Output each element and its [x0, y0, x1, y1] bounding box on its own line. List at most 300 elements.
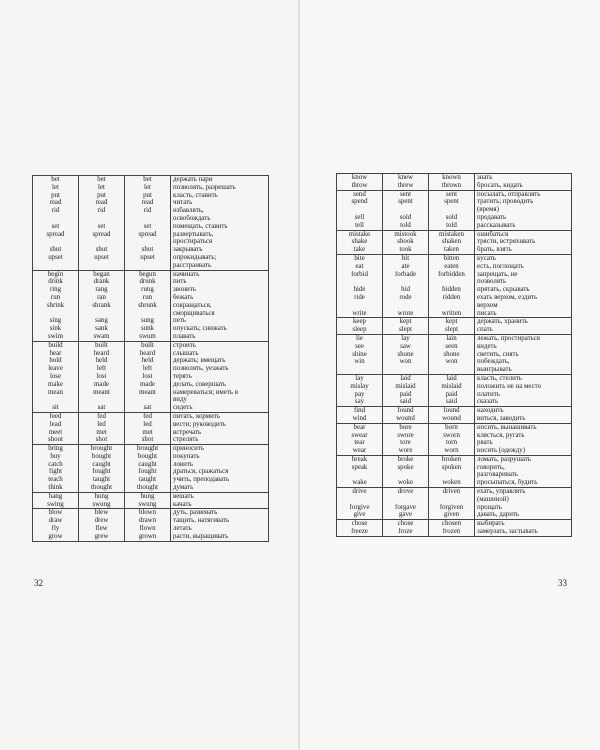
table-row: [337, 222, 572, 230]
translation-cell: писать: [475, 310, 572, 318]
verb-group: [33, 176, 269, 271]
translation-cell: есть, поглощать: [475, 263, 572, 271]
infinitive-cell: [33, 238, 79, 246]
translation-cell: выигрывать: [475, 366, 572, 374]
infinitive-cell: spread: [33, 231, 79, 239]
translation-cell: делать, совершать: [171, 381, 269, 389]
translation-cell: давать, дарить: [475, 511, 572, 519]
past-participle-cell: [429, 471, 475, 479]
past-simple-cell: wore: [383, 447, 429, 455]
translation-cell: избавлять,: [171, 207, 269, 215]
table-row: [337, 318, 572, 326]
past-simple-cell: kept: [383, 318, 429, 326]
translation-cell: держать пари: [171, 176, 269, 184]
verb-group: [33, 509, 269, 541]
past-participle-cell: mislaid: [429, 383, 475, 391]
table-row: [33, 270, 269, 278]
table-row: [33, 176, 269, 184]
table-row: [33, 215, 269, 223]
verb-table-left: [32, 175, 269, 542]
infinitive-cell: build: [33, 341, 79, 349]
infinitive-cell: let: [33, 184, 79, 192]
table-row: [337, 528, 572, 536]
table-row: [33, 325, 269, 333]
past-participle-cell: given: [429, 511, 475, 519]
infinitive-cell: swim: [33, 333, 79, 341]
past-simple-cell: paid: [383, 391, 429, 399]
past-participle-cell: eaten: [429, 263, 475, 271]
table-row: [33, 294, 269, 302]
translation-cell: качать: [171, 501, 269, 509]
past-participle-cell: [429, 278, 475, 286]
past-simple-cell: drank: [79, 278, 125, 286]
past-participle-cell: mistaken: [429, 230, 475, 238]
translation-cell: петь: [171, 317, 269, 325]
table-row: [337, 206, 572, 214]
past-participle-cell: [125, 310, 171, 318]
infinitive-cell: mean: [33, 389, 79, 397]
past-simple-cell: forbade: [383, 271, 429, 279]
translation-cell: развертывать,: [171, 231, 269, 239]
table-row: [33, 381, 269, 389]
past-simple-cell: read: [79, 199, 125, 207]
past-simple-cell: froze: [383, 528, 429, 536]
past-simple-cell: set: [79, 223, 125, 231]
past-participle-cell: set: [125, 223, 171, 231]
past-simple-cell: forgave: [383, 504, 429, 512]
table-row: [337, 358, 572, 366]
past-participle-cell: begun: [125, 270, 171, 278]
table-row: [33, 238, 269, 246]
past-simple-cell: bit: [383, 254, 429, 262]
infinitive-cell: write: [337, 310, 383, 318]
translation-cell: вешать: [171, 492, 269, 500]
past-participle-cell: forbidden: [429, 271, 475, 279]
translation-cell: помещать, ставить: [171, 223, 269, 231]
past-participle-cell: ridden: [429, 294, 475, 302]
past-participle-cell: shaken: [429, 238, 475, 246]
past-simple-cell: sat: [79, 404, 125, 412]
past-participle-cell: taught: [125, 476, 171, 484]
past-participle-cell: bought: [125, 453, 171, 461]
past-participle-cell: upset: [125, 254, 171, 262]
infinitive-cell: say: [337, 398, 383, 406]
table-row: [33, 476, 269, 484]
past-simple-cell: [383, 471, 429, 479]
infinitive-cell: forbid: [337, 271, 383, 279]
past-simple-cell: broke: [383, 455, 429, 463]
table-row: [337, 447, 572, 455]
past-participle-cell: [125, 262, 171, 270]
translation-cell: сморщиваться: [171, 310, 269, 318]
translation-cell: прятать, скрывать: [475, 286, 572, 294]
verb-group: [337, 374, 572, 406]
translation-cell: позволять, уезжать: [171, 365, 269, 373]
translation-cell: намереваться; иметь в: [171, 389, 269, 397]
table-row: [337, 310, 572, 318]
translation-cell: выбирать: [475, 520, 572, 528]
infinitive-cell: run: [33, 294, 79, 302]
past-participle-cell: sworn: [429, 432, 475, 440]
table-row: [33, 207, 269, 215]
infinitive-cell: make: [33, 381, 79, 389]
translation-cell: носить, вынашивать: [475, 423, 572, 431]
infinitive-cell: [337, 496, 383, 504]
past-simple-cell: took: [383, 246, 429, 254]
infinitive-cell: sink: [33, 325, 79, 333]
translation-cell: светить, сиять: [475, 351, 572, 359]
past-simple-cell: caught: [79, 461, 125, 469]
infinitive-cell: grow: [33, 533, 79, 541]
translation-cell: запрещать, не: [475, 271, 572, 279]
infinitive-cell: hide: [337, 286, 383, 294]
past-simple-cell: ate: [383, 263, 429, 271]
past-participle-cell: meant: [125, 389, 171, 397]
table-row: [33, 492, 269, 500]
past-participle-cell: let: [125, 184, 171, 192]
table-row: [33, 184, 269, 192]
translation-cell: виду: [171, 396, 269, 404]
infinitive-cell: swear: [337, 432, 383, 440]
translation-cell: приносить: [171, 445, 269, 453]
past-participle-cell: [429, 496, 475, 504]
past-participle-cell: torn: [429, 439, 475, 447]
past-simple-cell: shrank: [79, 302, 125, 310]
past-participle-cell: caught: [125, 461, 171, 469]
table-row: [33, 341, 269, 349]
past-simple-cell: said: [383, 398, 429, 406]
past-simple-cell: let: [79, 184, 125, 192]
past-simple-cell: tore: [383, 439, 429, 447]
past-participle-cell: drawn: [125, 517, 171, 525]
past-simple-cell: wound: [383, 415, 429, 423]
table-row: [337, 174, 572, 182]
translation-cell: терять: [171, 373, 269, 381]
past-simple-cell: [383, 366, 429, 374]
infinitive-cell: shoot: [33, 436, 79, 444]
past-participle-cell: laid: [429, 374, 475, 382]
past-simple-cell: fought: [79, 468, 125, 476]
table-row: [33, 365, 269, 373]
translation-cell: продавать: [475, 214, 572, 222]
infinitive-cell: swing: [33, 501, 79, 509]
translation-cell: сказать: [475, 398, 572, 406]
past-participle-cell: lost: [125, 373, 171, 381]
past-simple-cell: taught: [79, 476, 125, 484]
table-row: [337, 496, 572, 504]
infinitive-cell: lose: [33, 373, 79, 381]
infinitive-cell: buy: [33, 453, 79, 461]
table-row: [337, 464, 572, 472]
table-row: [337, 246, 572, 254]
past-participle-cell: taken: [429, 246, 475, 254]
infinitive-cell: [33, 310, 79, 318]
past-simple-cell: sank: [79, 325, 125, 333]
table-row: [33, 246, 269, 254]
translation-cell: бежать: [171, 294, 269, 302]
infinitive-cell: give: [337, 511, 383, 519]
infinitive-cell: leave: [33, 365, 79, 373]
translation-cell: кусать: [475, 254, 572, 262]
verb-group: [337, 407, 572, 424]
past-simple-cell: began: [79, 270, 125, 278]
past-simple-cell: shot: [79, 436, 125, 444]
infinitive-cell: hear: [33, 350, 79, 358]
infinitive-cell: eat: [337, 263, 383, 271]
past-participle-cell: paid: [429, 391, 475, 399]
past-simple-cell: held: [79, 357, 125, 365]
past-simple-cell: spoke: [383, 464, 429, 472]
past-participle-cell: chosen: [429, 520, 475, 528]
past-participle-cell: run: [125, 294, 171, 302]
infinitive-cell: win: [337, 358, 383, 366]
table-row: [33, 199, 269, 207]
infinitive-cell: tell: [337, 222, 383, 230]
infinitive-cell: draw: [33, 517, 79, 525]
past-simple-cell: blew: [79, 509, 125, 517]
past-simple-cell: sold: [383, 214, 429, 222]
past-participle-cell: broken: [429, 455, 475, 463]
translation-cell: трясти, встряхивать: [475, 238, 572, 246]
past-participle-cell: written: [429, 310, 475, 318]
translation-cell: пить: [171, 278, 269, 286]
translation-cell: летать: [171, 525, 269, 533]
past-simple-cell: rang: [79, 286, 125, 294]
past-simple-cell: woke: [383, 479, 429, 487]
past-participle-cell: held: [125, 357, 171, 365]
past-participle-cell: found: [429, 407, 475, 415]
past-participle-cell: sung: [125, 317, 171, 325]
past-participle-cell: put: [125, 192, 171, 200]
past-participle-cell: worn: [429, 447, 475, 455]
past-participle-cell: brought: [125, 445, 171, 453]
past-participle-cell: shrunk: [125, 302, 171, 310]
translation-cell: сидеть: [171, 404, 269, 412]
infinitive-cell: set: [33, 223, 79, 231]
past-participle-cell: born: [429, 423, 475, 431]
verb-table-right: [336, 173, 572, 537]
translation-cell: ехать верхом, ездить: [475, 294, 572, 302]
past-simple-cell: [383, 206, 429, 214]
past-simple-cell: shook: [383, 238, 429, 246]
infinitive-cell: know: [337, 174, 383, 182]
past-simple-cell: laid: [383, 374, 429, 382]
table-row: [337, 326, 572, 334]
past-simple-cell: bet: [79, 176, 125, 184]
infinitive-cell: bet: [33, 176, 79, 184]
past-simple-cell: led: [79, 421, 125, 429]
translation-cell: виться, заводить: [475, 415, 572, 423]
table-row: [337, 432, 572, 440]
past-participle-cell: blown: [125, 509, 171, 517]
translation-cell: позволять: [475, 278, 572, 286]
infinitive-cell: mislay: [337, 383, 383, 391]
past-participle-cell: sent: [429, 190, 475, 198]
translation-cell: говорить,: [475, 464, 572, 472]
infinitive-cell: freeze: [337, 528, 383, 536]
past-simple-cell: brought: [79, 445, 125, 453]
past-participle-cell: forgiven: [429, 504, 475, 512]
infinitive-cell: bring: [33, 445, 79, 453]
past-simple-cell: sent: [383, 190, 429, 198]
past-simple-cell: flew: [79, 525, 125, 533]
translation-cell: плавать: [171, 333, 269, 341]
past-simple-cell: threw: [383, 182, 429, 190]
infinitive-cell: upset: [33, 254, 79, 262]
translation-cell: держать; вмещать: [171, 357, 269, 365]
past-participle-cell: flown: [125, 525, 171, 533]
translation-cell: тратить; проводить: [475, 198, 572, 206]
past-participle-cell: left: [125, 365, 171, 373]
translation-cell: ломать, разрушать: [475, 455, 572, 463]
translation-cell: положить не на место: [475, 383, 572, 391]
infinitive-cell: shine: [337, 351, 383, 359]
past-participle-cell: woken: [429, 479, 475, 487]
past-participle-cell: sat: [125, 404, 171, 412]
table-row: [337, 294, 572, 302]
table-row: [33, 436, 269, 444]
infinitive-cell: rid: [33, 207, 79, 215]
table-row: [337, 439, 572, 447]
table-row: [33, 192, 269, 200]
table-row: [33, 509, 269, 517]
verb-group: [33, 341, 269, 412]
infinitive-cell: [33, 262, 79, 270]
infinitive-cell: ring: [33, 286, 79, 294]
page-number-right: 33: [558, 578, 567, 588]
infinitive-cell: shut: [33, 246, 79, 254]
translation-cell: находить: [475, 407, 572, 415]
table-row: [337, 198, 572, 206]
table-row: [33, 357, 269, 365]
infinitive-cell: lead: [33, 421, 79, 429]
table-row: [33, 350, 269, 358]
translation-cell: ехать, управлять: [475, 488, 572, 496]
infinitive-cell: read: [33, 199, 79, 207]
translation-cell: платить: [475, 391, 572, 399]
table-row: [337, 366, 572, 374]
infinitive-cell: lay: [337, 374, 383, 382]
past-participle-cell: won: [429, 358, 475, 366]
infinitive-cell: teach: [33, 476, 79, 484]
past-participle-cell: sold: [429, 214, 475, 222]
table-row: [33, 468, 269, 476]
infinitive-cell: mistake: [337, 230, 383, 238]
infinitive-cell: feed: [33, 412, 79, 420]
past-participle-cell: led: [125, 421, 171, 429]
infinitive-cell: break: [337, 455, 383, 463]
verb-group: [33, 445, 269, 493]
table-row: [337, 351, 572, 359]
table-row: [33, 404, 269, 412]
infinitive-cell: [337, 302, 383, 310]
past-simple-cell: lay: [383, 334, 429, 342]
table-row: [337, 343, 572, 351]
translation-cell: (время): [475, 206, 572, 214]
translation-cell: учить, преподавать: [171, 476, 269, 484]
verb-group: [337, 190, 572, 230]
table-row: [33, 461, 269, 469]
verb-group: [337, 230, 572, 254]
table-row: [33, 453, 269, 461]
table-row: [33, 429, 269, 437]
past-simple-cell: [383, 496, 429, 504]
past-participle-cell: [125, 215, 171, 223]
table-row: [337, 455, 572, 463]
past-simple-cell: lost: [79, 373, 125, 381]
past-simple-cell: left: [79, 365, 125, 373]
past-simple-cell: knew: [383, 174, 429, 182]
table-row: [33, 254, 269, 262]
past-participle-cell: met: [125, 429, 171, 437]
translation-cell: бросать, кидать: [475, 182, 572, 190]
past-participle-cell: [429, 206, 475, 214]
past-simple-cell: sang: [79, 317, 125, 325]
translation-cell: вести; руководить: [171, 421, 269, 429]
infinitive-cell: meet: [33, 429, 79, 437]
past-participle-cell: [429, 302, 475, 310]
translation-cell: ошибаться: [475, 230, 572, 238]
table-row: [337, 488, 572, 496]
past-simple-cell: shut: [79, 246, 125, 254]
infinitive-cell: bear: [337, 423, 383, 431]
verb-group: [337, 455, 572, 487]
past-simple-cell: grew: [79, 533, 125, 541]
table-row: [337, 374, 572, 382]
infinitive-cell: wind: [337, 415, 383, 423]
table-row: [337, 415, 572, 423]
past-simple-cell: fed: [79, 412, 125, 420]
infinitive-cell: [337, 206, 383, 214]
translation-cell: начинать: [171, 270, 269, 278]
translation-cell: покупать: [171, 453, 269, 461]
infinitive-cell: shrink: [33, 302, 79, 310]
translation-cell: носить (одежду): [475, 447, 572, 455]
past-participle-cell: hung: [125, 492, 171, 500]
past-participle-cell: heard: [125, 350, 171, 358]
past-participle-cell: driven: [429, 488, 475, 496]
infinitive-cell: shake: [337, 238, 383, 246]
table-row: [33, 317, 269, 325]
infinitive-cell: bite: [337, 254, 383, 262]
infinitive-cell: sit: [33, 404, 79, 412]
translation-cell: посылать, отправлять: [475, 190, 572, 198]
translation-cell: закрывать: [171, 246, 269, 254]
table-row: [33, 396, 269, 404]
past-participle-cell: shut: [125, 246, 171, 254]
past-simple-cell: swung: [79, 501, 125, 509]
past-simple-cell: wrote: [383, 310, 429, 318]
past-simple-cell: mislaid: [383, 383, 429, 391]
infinitive-cell: tear: [337, 439, 383, 447]
translation-cell: клясться, ругать: [475, 432, 572, 440]
translation-cell: опускать; снижать: [171, 325, 269, 333]
table-row: [337, 302, 572, 310]
past-simple-cell: mistook: [383, 230, 429, 238]
translation-cell: расти, выращивать: [171, 533, 269, 541]
past-participle-cell: [125, 396, 171, 404]
past-simple-cell: meant: [79, 389, 125, 397]
past-simple-cell: chose: [383, 520, 429, 528]
table-row: [33, 302, 269, 310]
past-participle-cell: built: [125, 341, 171, 349]
table-row: [337, 230, 572, 238]
infinitive-cell: lie: [337, 334, 383, 342]
past-simple-cell: [79, 262, 125, 270]
table-row: [33, 310, 269, 318]
past-participle-cell: [429, 366, 475, 374]
table-row: [337, 471, 572, 479]
